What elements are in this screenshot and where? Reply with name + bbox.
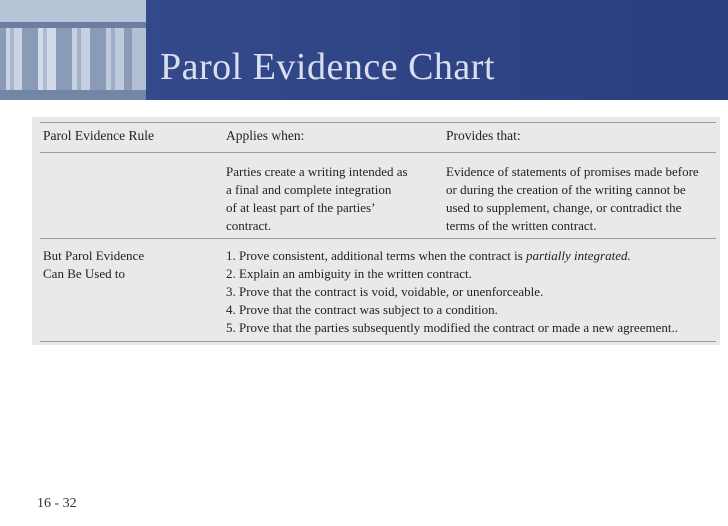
slide-header [0,0,728,100]
table-bottom-rule [40,341,716,342]
provides-that-line: Evidence of statements of promises made before [446,164,699,179]
list-item: 4. Prove that the contract was subject to a condition. [226,302,498,317]
label-line: Can Be Used to [43,266,125,281]
provides-that-cell [446,163,699,235]
but-parol-evidence-label [43,247,144,283]
list-item-text: 1. Prove consistent, additional terms when the contract is [226,248,527,263]
applies-when-cell [226,163,408,235]
provides-that-line: terms of the written contract. [446,218,597,233]
applies-when-line: of at least part of the parties’ [226,200,376,215]
list-item: 3. Prove that the contract is void, voidable, or unenforceable. [226,284,544,299]
header-parol-evidence-rule: Parol Evidence Rule [43,128,154,143]
slide-title: Parol Evidence Chart [160,46,496,88]
list-item: 5. Prove that the parties subsequently modified the contract or made a new agreement.. [226,320,678,335]
table-top-rule [40,122,716,123]
parol-evidence-table [32,117,720,345]
provides-that-line: or during the creation of the writing cannot be [446,182,686,197]
page-number: 16 - 32 [37,496,77,511]
header-provides-that: Provides that: [446,128,521,143]
applies-when-line: a final and complete integration [226,182,392,197]
header-rule [40,152,716,153]
list-item: 2. Explain an ambiguity in the written contract. [226,266,472,281]
header-applies-when: Applies when: [226,128,305,143]
exceptions-list [226,247,678,337]
row-divider-rule [40,238,716,239]
list-item-emphasis: partially integrated. [526,248,631,263]
provides-that-line: used to supplement, change, or contradict the [446,200,682,215]
applies-when-line: contract. [226,218,272,233]
applies-when-line: Parties create a writing intended as [226,164,408,179]
label-line: But Parol Evidence [43,248,145,263]
list-item [226,247,678,265]
building-columns-image [0,0,146,100]
